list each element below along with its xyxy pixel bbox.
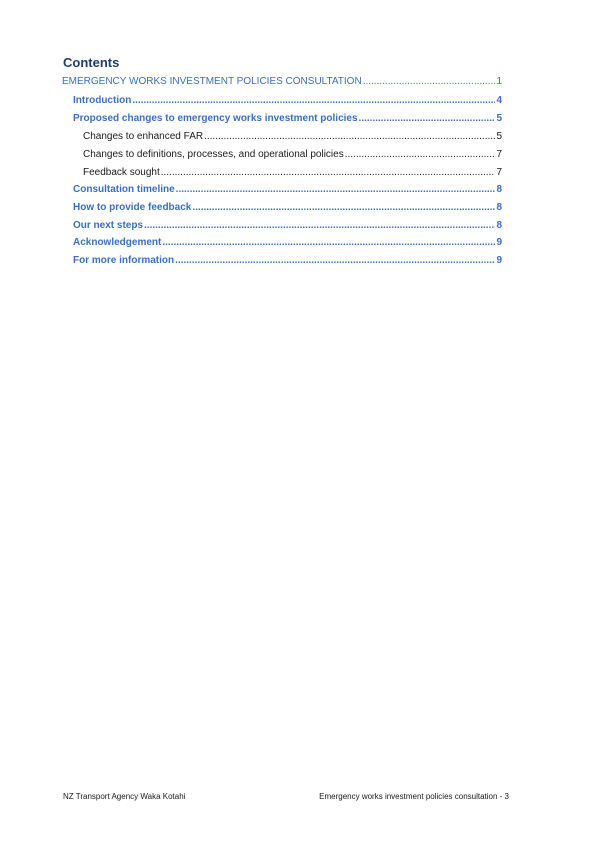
toc-entry-page: 7 [496,167,502,178]
toc-heading: Contents [63,55,120,70]
toc-entry-page: 4 [496,95,502,106]
toc-entry-our-next-steps[interactable] [73,219,502,233]
toc-entry-page: 9 [496,237,502,248]
toc-entry-page: 5 [496,131,502,142]
toc-entry-title: How to provide feedback [73,202,192,213]
toc-entry-title: Our next steps [73,220,144,231]
toc-entry-title: Consultation timeline [73,184,175,195]
toc-entry-page: 8 [496,220,502,231]
toc-dot-leader [176,183,496,197]
toc-entry-proposed-changes[interactable] [73,112,502,126]
toc-dot-leader [144,219,495,233]
toc-entry-acknowledgement[interactable] [73,236,502,250]
toc-entry-title: EMERGENCY WORKS INVESTMENT POLICIES CONSULTATION [62,76,362,87]
toc-entry-how-to-provide-feedback[interactable] [73,201,502,215]
toc-entry-page: 7 [496,149,502,160]
toc-dot-leader [175,254,495,268]
toc-entry-changes-enhanced-far[interactable] [83,130,502,144]
toc-dot-leader [132,94,495,108]
footer-document-title-page: Emergency works investment policies consultation - 3 [319,792,509,801]
toc-entry-feedback-sought[interactable] [83,166,502,180]
toc-dot-leader [161,166,496,180]
toc-entry-page: 1 [496,76,502,87]
toc-entry-consultation-timeline[interactable] [73,183,502,197]
footer-organisation: NZ Transport Agency Waka Kotahi [63,792,186,801]
toc-entry-title: Proposed changes to emergency works investment policies [73,113,358,124]
toc-entry-page: 8 [496,202,502,213]
toc-entry-page: 9 [496,255,502,266]
toc-dot-leader [359,112,496,126]
toc-entry-title: For more information [73,255,175,266]
toc-entry-emergency-works-consultation[interactable] [62,75,502,89]
toc-dot-leader [162,236,495,250]
toc-entry-title: Changes to definitions, processes, and operational policies [83,149,344,160]
toc-dot-leader [192,201,495,215]
toc-dot-leader [345,148,496,162]
toc-entry-introduction[interactable] [73,94,502,108]
toc-entry-for-more-information[interactable] [73,254,502,268]
toc-entry-title: Feedback sought [83,167,160,178]
toc-dot-leader [363,75,496,89]
toc-dot-leader [204,130,495,144]
toc-entry-title: Acknowledgement [73,237,162,248]
toc-entry-changes-definitions[interactable] [83,148,502,162]
toc-entry-title: Introduction [73,95,132,106]
toc-entry-page: 8 [496,184,502,195]
toc-entry-page: 5 [496,113,502,124]
toc-entry-title: Changes to enhanced FAR [83,131,204,142]
